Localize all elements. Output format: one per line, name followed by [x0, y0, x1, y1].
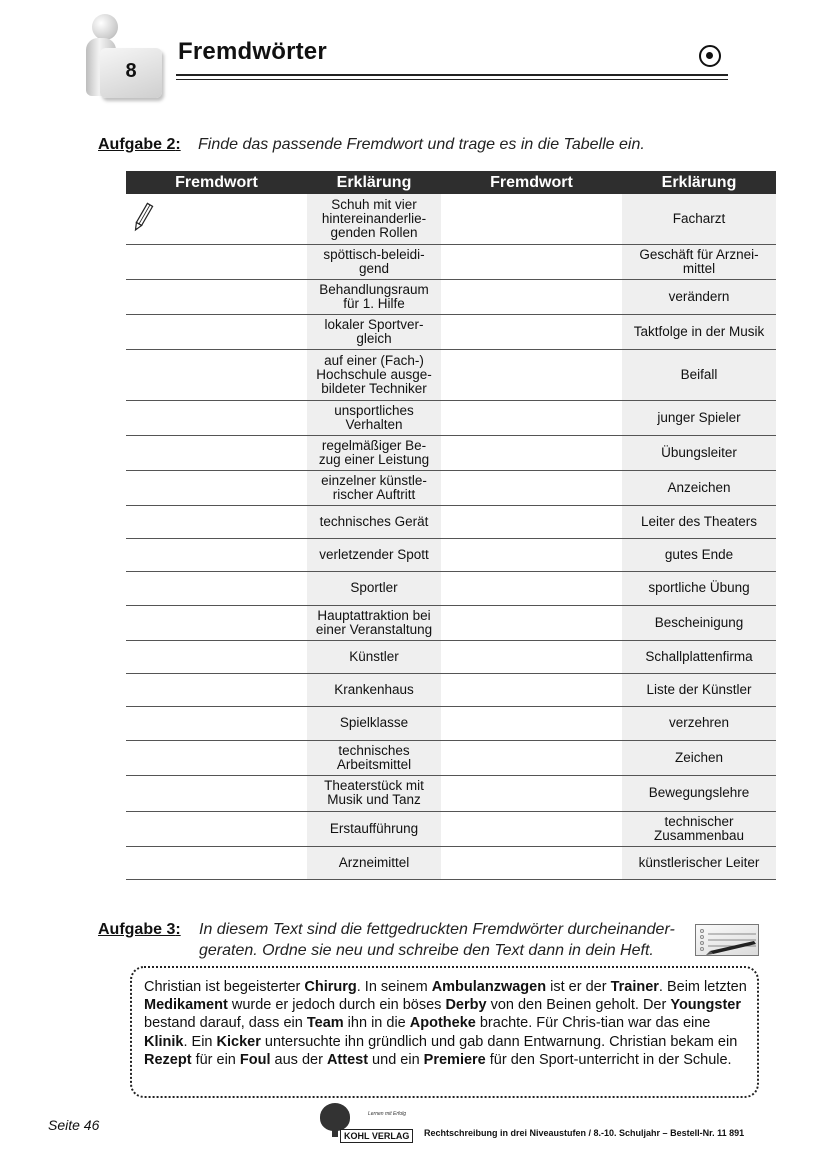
vocabulary-table: [126, 171, 776, 880]
title-divider: [176, 74, 728, 76]
answer-cell-right[interactable]: [441, 505, 622, 538]
definition-cell-right: verändern: [622, 279, 776, 314]
table-row: [126, 571, 776, 605]
table-row: [126, 244, 776, 279]
story-text-segment: für den Sport-unterricht in der Schule.: [485, 1051, 732, 1068]
task3-heading: [98, 919, 698, 961]
story-text-segment: wurde er jedoch durch ein böses: [227, 997, 446, 1014]
story-foreign-word: Rezept: [144, 1051, 192, 1068]
table-row: [126, 314, 776, 349]
table-body: [126, 194, 776, 879]
definition-cell-right: junger Spieler: [622, 400, 776, 435]
answer-cell-right[interactable]: [441, 706, 622, 740]
answer-cell-left[interactable]: [126, 349, 307, 400]
definition-cell-left: unsportliches Verhalten: [307, 400, 441, 435]
story-foreign-word: Klinik: [144, 1033, 184, 1050]
answer-cell-right[interactable]: [441, 775, 622, 811]
definition-cell-left: Erstaufführung: [307, 811, 441, 846]
definition-cell-left: verletzender Spott: [307, 538, 441, 571]
answer-cell-right[interactable]: [441, 244, 622, 279]
definition-cell-right: Facharzt: [622, 194, 776, 244]
story-text-segment: von den Beinen geholt. Der: [486, 997, 671, 1014]
story-text-segment: . Ein: [183, 1033, 217, 1050]
definition-cell-right: Beifall: [622, 349, 776, 400]
story-text-segment: ist er der: [546, 979, 611, 995]
definition-cell-right: künstlerischer Leiter: [622, 846, 776, 879]
task3-instruction-line1: In diesem Text sind die fettgedruckten Fremdwörter durcheinander-: [199, 921, 675, 938]
story-text-segment: aus der: [270, 1051, 327, 1068]
definition-cell-left: technisches Arbeitsmittel: [307, 740, 441, 775]
table-row: [126, 194, 776, 244]
story-foreign-word: Attest: [326, 1051, 369, 1068]
story-foreign-word: Chirurg: [304, 979, 357, 995]
task2-label: Aufgabe 2:: [98, 136, 181, 153]
table-header-row: [126, 171, 776, 194]
target-icon: [699, 45, 721, 67]
answer-cell-right[interactable]: [441, 470, 622, 505]
definition-cell-right: Bescheinigung: [622, 605, 776, 640]
answer-cell-left[interactable]: [126, 194, 307, 244]
story-text-segment: bestand darauf, dass ein: [144, 1015, 307, 1032]
publisher-slogan: Lernen mit Erfolg: [368, 1111, 407, 1117]
table-row: [126, 470, 776, 505]
definition-cell-left: regelmäßiger Be-zug einer Leistung: [307, 435, 441, 470]
table-row: [126, 775, 776, 811]
table-row: [126, 846, 776, 879]
answer-cell-left[interactable]: [126, 706, 307, 740]
definition-cell-right: verzehren: [622, 706, 776, 740]
answer-cell-right[interactable]: [441, 640, 622, 673]
definition-cell-left: Schuh mit vier hintereinanderlie-genden Rollen: [307, 194, 441, 244]
definition-cell-right: Liste der Künstler: [622, 673, 776, 706]
answer-cell-right[interactable]: [441, 349, 622, 400]
answer-cell-right[interactable]: [441, 314, 622, 349]
publisher-logo: [318, 1101, 413, 1146]
chapter-number: 8: [125, 60, 137, 82]
header-erklaerung-2: Erklärung: [622, 171, 776, 194]
table-row: [126, 400, 776, 435]
page-title: Fremdwörter: [178, 38, 327, 65]
story-foreign-word: Youngster: [670, 997, 741, 1014]
answer-cell-right[interactable]: [441, 740, 622, 775]
definition-cell-left: auf einer (Fach-) Hochschule ausge-bildeter Techniker: [307, 349, 441, 400]
answer-cell-right[interactable]: [441, 538, 622, 571]
definition-cell-right: gutes Ende: [622, 538, 776, 571]
table-row: [126, 640, 776, 673]
definition-cell-right: Schallplattenfirma: [622, 640, 776, 673]
answer-cell-left[interactable]: [126, 470, 307, 505]
table-row: [126, 435, 776, 470]
header-fremdwort-1: Fremdwort: [126, 171, 307, 194]
story-text-segment: untersuchte ihn gründlich und gab dann Entwarnung. Christian bekam ein: [260, 1033, 738, 1050]
answer-cell-left[interactable]: [126, 400, 307, 435]
definition-cell-left: Krankenhaus: [307, 673, 441, 706]
notebook-pen-icon: [695, 924, 759, 956]
answer-cell-left[interactable]: [126, 605, 307, 640]
definition-cell-right: Zeichen: [622, 740, 776, 775]
definition-cell-right: Anzeichen: [622, 470, 776, 505]
answer-cell-right[interactable]: [441, 435, 622, 470]
story-text-segment: und ein: [368, 1051, 424, 1068]
definition-cell-left: spöttisch-beleidi-gend: [307, 244, 441, 279]
task3-instruction-line2: geraten. Ordne sie neu und schreibe den Text dann in dein Heft.: [199, 942, 654, 959]
table-row: [126, 740, 776, 775]
definition-cell-right: Leiter des Theaters: [622, 505, 776, 538]
title-divider-thin: [176, 79, 728, 80]
definition-cell-left: technisches Gerät: [307, 505, 441, 538]
table-row: [126, 673, 776, 706]
table-row: [126, 349, 776, 400]
answer-cell-right[interactable]: [441, 605, 622, 640]
definition-cell-left: Theaterstück mit Musik und Tanz: [307, 775, 441, 811]
definition-cell-left: Künstler: [307, 640, 441, 673]
answer-cell-left[interactable]: [126, 571, 307, 605]
page-number: Seite 46: [48, 1117, 100, 1133]
answer-cell-left[interactable]: [126, 505, 307, 538]
tree-trunk: [332, 1127, 338, 1137]
answer-cell-left[interactable]: [126, 811, 307, 846]
task2-instruction: Finde das passende Fremdwort und trage es in die Tabelle ein.: [198, 136, 645, 153]
story-text-segment: . Beim letzten: [658, 979, 747, 995]
answer-cell-left[interactable]: [126, 673, 307, 706]
answer-cell-right[interactable]: [441, 811, 622, 846]
pencil-icon: [132, 201, 154, 236]
publisher-name: KOHL VERLAG: [340, 1129, 413, 1143]
definition-cell-right: sportliche Übung: [622, 571, 776, 605]
definition-cell-left: einzelner künstle-rischer Auftritt: [307, 470, 441, 505]
answer-cell-right[interactable]: [441, 279, 622, 314]
definition-cell-right: technischer Zusammenbau: [622, 811, 776, 846]
answer-cell-right[interactable]: [441, 400, 622, 435]
definition-cell-right: Geschäft für Arznei-mittel: [622, 244, 776, 279]
story-foreign-word: Premiere: [423, 1051, 486, 1068]
story-foreign-word: Trainer: [610, 979, 659, 995]
table-row: [126, 279, 776, 314]
table-row: [126, 538, 776, 571]
answer-cell-right[interactable]: [441, 673, 622, 706]
definition-cell-left: Sportler: [307, 571, 441, 605]
answer-cell-left[interactable]: [126, 775, 307, 811]
answer-cell-left[interactable]: [126, 846, 307, 879]
answer-cell-right[interactable]: [441, 846, 622, 879]
story-text-segment: . In seinem: [356, 979, 432, 995]
answer-cell-left[interactable]: [126, 640, 307, 673]
story-foreign-word: Apotheke: [409, 1015, 476, 1032]
story-textbox: [130, 966, 759, 1098]
answer-cell-right[interactable]: [441, 571, 622, 605]
header-erklaerung-1: Erklärung: [307, 171, 441, 194]
story-text-segment: ihn in die: [343, 1015, 410, 1032]
chapter-badge: [82, 14, 166, 100]
task2-heading: [98, 134, 645, 155]
figure-head-icon: [92, 14, 118, 40]
footer-info: Rechtschreibung in drei Niveaustufen / 8.-10. Schuljahr – Bestell-Nr. 11 891: [424, 1128, 745, 1138]
story-text: [144, 979, 747, 1068]
story-text-segment: für ein: [191, 1051, 240, 1068]
answer-cell-left[interactable]: [126, 740, 307, 775]
answer-cell-left[interactable]: [126, 435, 307, 470]
definition-cell-left: Arzneimittel: [307, 846, 441, 879]
definition-cell-right: Bewegungslehre: [622, 775, 776, 811]
header-fremdwort-2: Fremdwort: [441, 171, 622, 194]
story-foreign-word: Team: [306, 1015, 344, 1032]
task3-label: Aufgabe 3:: [98, 921, 181, 938]
definition-cell-right: Taktfolge in der Musik: [622, 314, 776, 349]
definition-cell-right: Übungsleiter: [622, 435, 776, 470]
story-text-segment: Christian ist begeisterter: [144, 979, 305, 995]
answer-cell-left[interactable]: [126, 314, 307, 349]
definition-cell-left: Spielklasse: [307, 706, 441, 740]
story-foreign-word: Kicker: [216, 1033, 261, 1050]
story-foreign-word: Ambulanzwagen: [431, 979, 547, 995]
definition-cell-left: lokaler Sportver-gleich: [307, 314, 441, 349]
answer-cell-right[interactable]: [441, 194, 622, 244]
definition-cell-left: Hauptattraktion bei einer Veranstaltung: [307, 605, 441, 640]
answer-cell-left[interactable]: [126, 538, 307, 571]
table-row: [126, 605, 776, 640]
definition-cell-left: Behandlungsraum für 1. Hilfe: [307, 279, 441, 314]
answer-cell-left[interactable]: [126, 279, 307, 314]
story-foreign-word: Derby: [445, 997, 487, 1014]
story-foreign-word: Medikament: [144, 997, 228, 1014]
table-row: [126, 505, 776, 538]
answer-cell-left[interactable]: [126, 244, 307, 279]
story-foreign-word: Foul: [239, 1051, 271, 1068]
table-row: [126, 706, 776, 740]
table-row: [126, 811, 776, 846]
story-text-segment: brachte. Für Chris-tian war das eine: [475, 1015, 711, 1032]
